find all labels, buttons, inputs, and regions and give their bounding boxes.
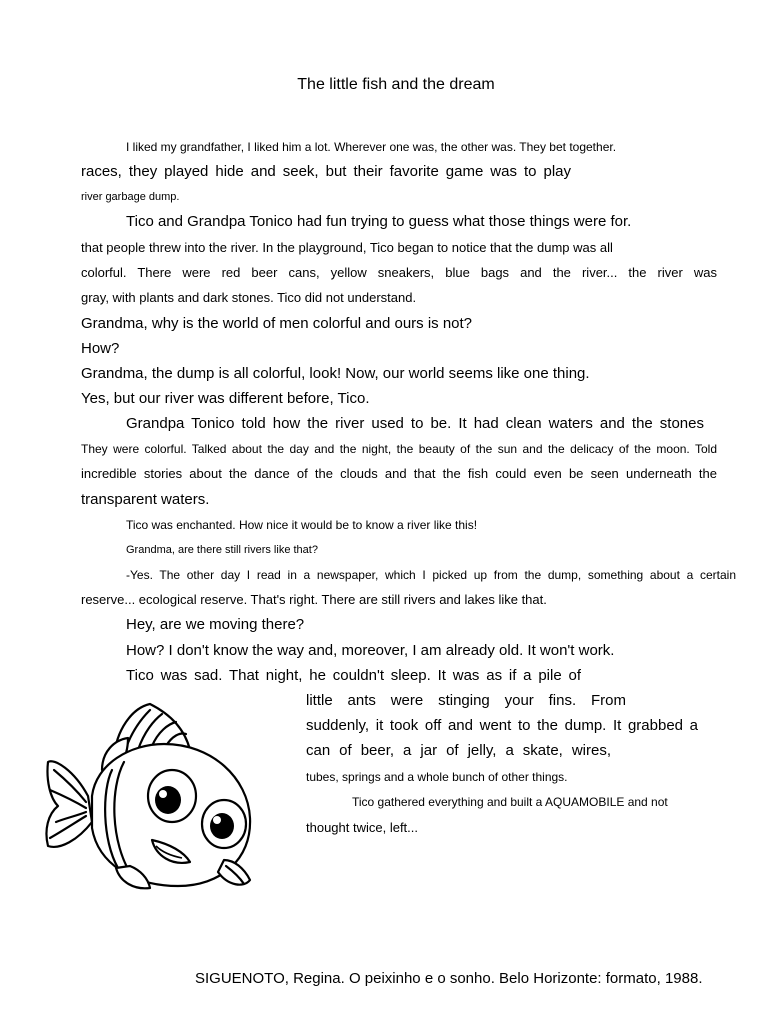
text-line: suddenly, it took off and went to the dump. It grabbed a [306,717,698,734]
text-line: Grandpa Tonico told how the river used to be. It had clean waters and the stones [126,415,704,432]
text-line: tubes, springs and a whole bunch of other things. [306,770,568,784]
text-line: incredible stories about the dance of the clouds and that the fish could even be seen underneath the [81,466,717,481]
text-line: I liked my grandfather, I liked him a lot. Wherever one was, the other was. They bet together. [126,140,617,154]
text-line: Grandma, are there still rivers like that? [126,544,318,556]
text-line: colorful. There were red beer cans, yellow sneakers, blue bags and the river... the river was [81,265,717,280]
text-line: They were colorful. Talked about the day and the night, the beauty of the sun and the delicacy of the moon. Told [81,442,717,456]
text-line: can of beer, a jar of jelly, a skate, wires, [306,742,611,759]
text-line: river garbage dump. [81,191,180,203]
text-line: Tico was enchanted. How nice it would be to know a river like this! [126,518,478,532]
citation: SIGUENOTO, Regina. O peixinho e o sonho. Belo Horizonte: formato, 1988. [195,970,703,987]
text-line: Yes, but our river was different before, Tico. [81,390,370,407]
text-line: thought twice, left... [306,820,419,835]
page-title: The little fish and the dream [297,76,495,93]
cartoon-fish-icon [44,700,256,892]
text-line: Grandma, the dump is all colorful, look! Now, our world seems like one thing. [81,365,590,382]
text-line: How? I don't know the way and, moreover, I am already old. It won't work. [126,642,615,659]
text-line: gray, with plants and dark stones. Tico did not understand. [81,290,417,305]
text-line: races, they played hide and seek, but their favorite game was to play [81,163,571,180]
text-line: that people threw into the river. In the playground, Tico began to notice that the dump was all [81,240,613,255]
text-line: little ants were stinging your fins. From [306,692,626,709]
text-line: How? [81,340,120,357]
text-line: transparent waters. [81,491,210,508]
text-line: -Yes. The other day I read in a newspaper, which I picked up from the dump, something about a certain [126,568,736,582]
text-line: Grandma, why is the world of men colorful and ours is not? [81,315,473,332]
text-line: Tico gathered everything and built a AQUAMOBILE and not [352,795,668,809]
text-line: Tico and Grandpa Tonico had fun trying to guess what those things were for. [126,213,632,230]
text-line: reserve... ecological reserve. That's right. There are still rivers and lakes like that. [81,592,547,607]
text-line: Hey, are we moving there? [126,616,305,633]
text-line: Tico was sad. That night, he couldn't sleep. It was as if a pile of [126,667,581,684]
